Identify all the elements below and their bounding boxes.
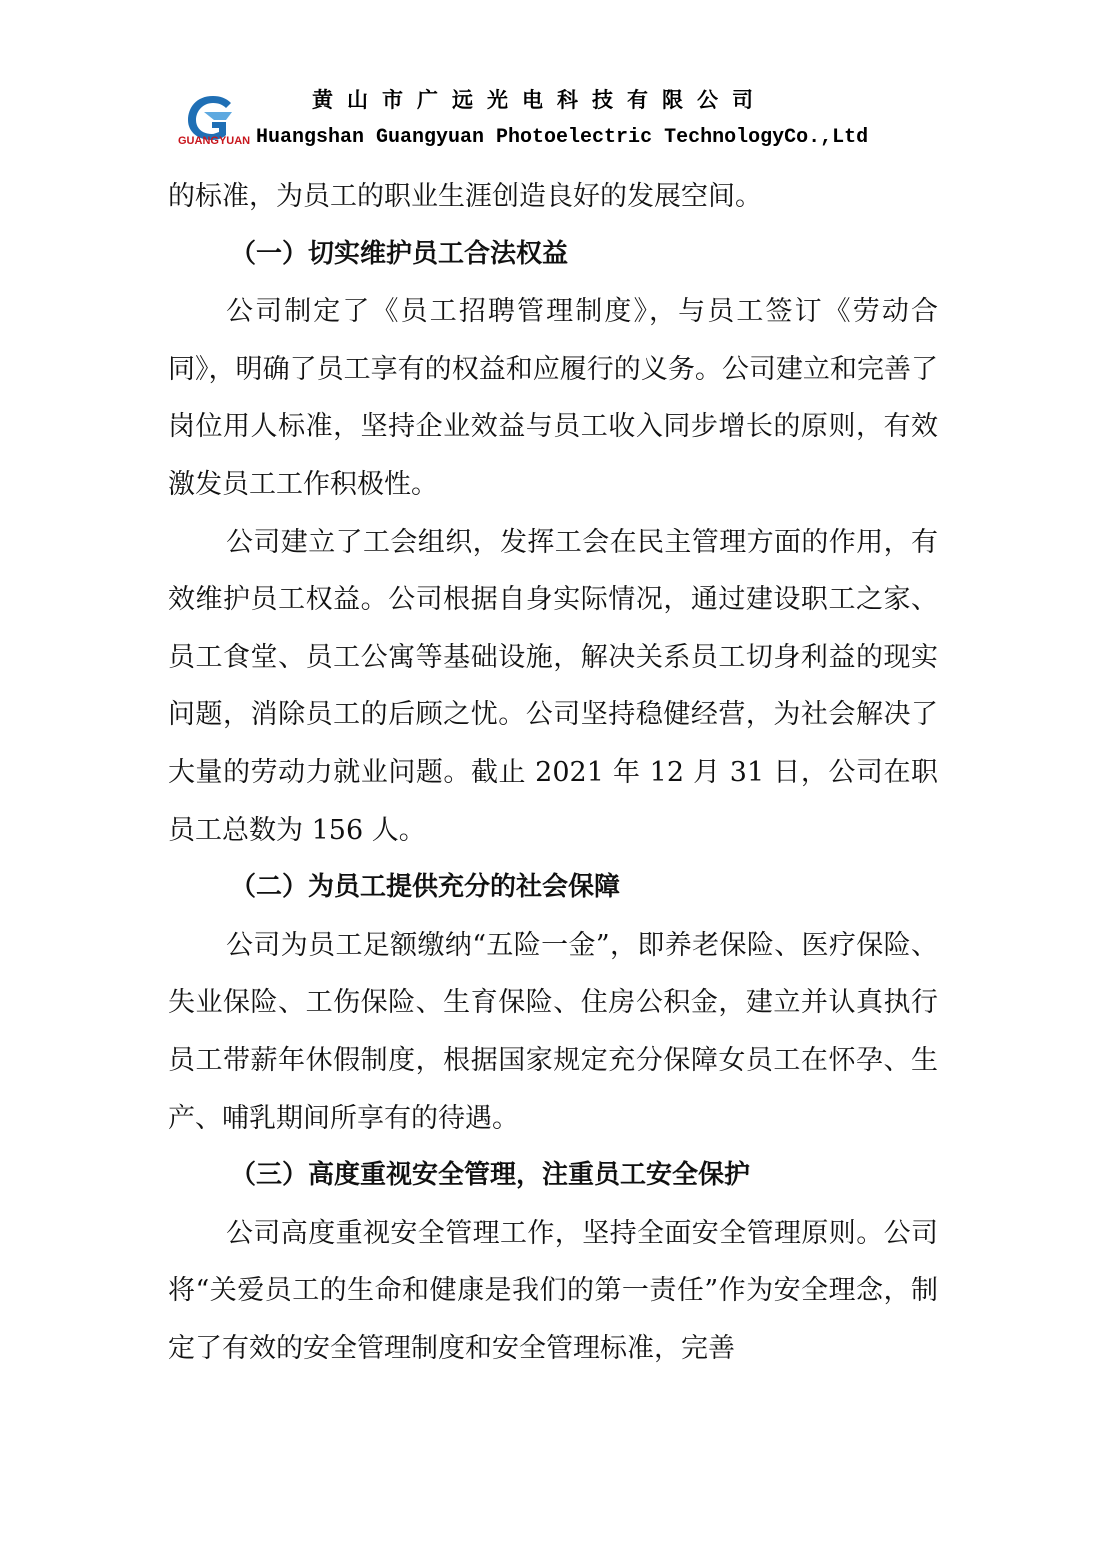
section-heading: （一）切实维护员工合法权益 [230,238,569,269]
paragraph: 公司为员工足额缴纳“五险一金”，即养老保险、医疗保险、失业保险、工伤保险、生育保险、住房公积金，建立并认真执行员工带薪年休假制度，根据国家规定充分保障女员工在怀孕、生产、哺乳期间所享有的待遇。 [168,929,938,1134]
logo-text: GUANGYUAN [178,135,251,147]
paragraph: 公司建立了工会组织，发挥工会在民主管理方面的作用，有效维护员工权益。公司根据自身实际情况，通过建设职工之家、员工食堂、员工公寓等基础设施，解决关系员工切身利益的现实问题，消除员工的后顾之忧。公司坚持稳健经营，为社会解决了大量的劳动力就业问题。截止 2021 年 12 月 31 日，公司在职员工总数为 156 人。 [168,526,938,846]
letterhead [170,78,970,158]
section-heading: （二）为员工提供充分的社会保障 [230,872,621,903]
paragraph: 公司制定了《员工招聘管理制度》，与员工签订《劳动合同》，明确了员工享有的权益和应履行的义务。公司建立和完善了岗位用人标准，坚持企业效益与员工收入同步增长的原则，有效激发员工工作积极性。 [168,296,938,500]
paragraph: 公司高度重视安全管理工作，坚持全面安全管理原则。公司将“关爱员工的生命和健康是我们的第一责任”作为安全理念，制定了有效的安全管理制度和安全管理标准，完善 [168,1217,938,1364]
section-heading: （三）高度重视安全管理，注重员工安全保护 [230,1160,751,1191]
company-name-cn: 黄山市广远光电科技有限公司 [312,87,767,112]
company-name-en: Huangshan Guangyuan Photoelectric TechnologyCo.,Ltd [256,126,869,149]
document-body [168,168,938,1377]
paragraph: 的标准，为员工的职业生涯创造良好的发展空间。 [168,181,762,212]
